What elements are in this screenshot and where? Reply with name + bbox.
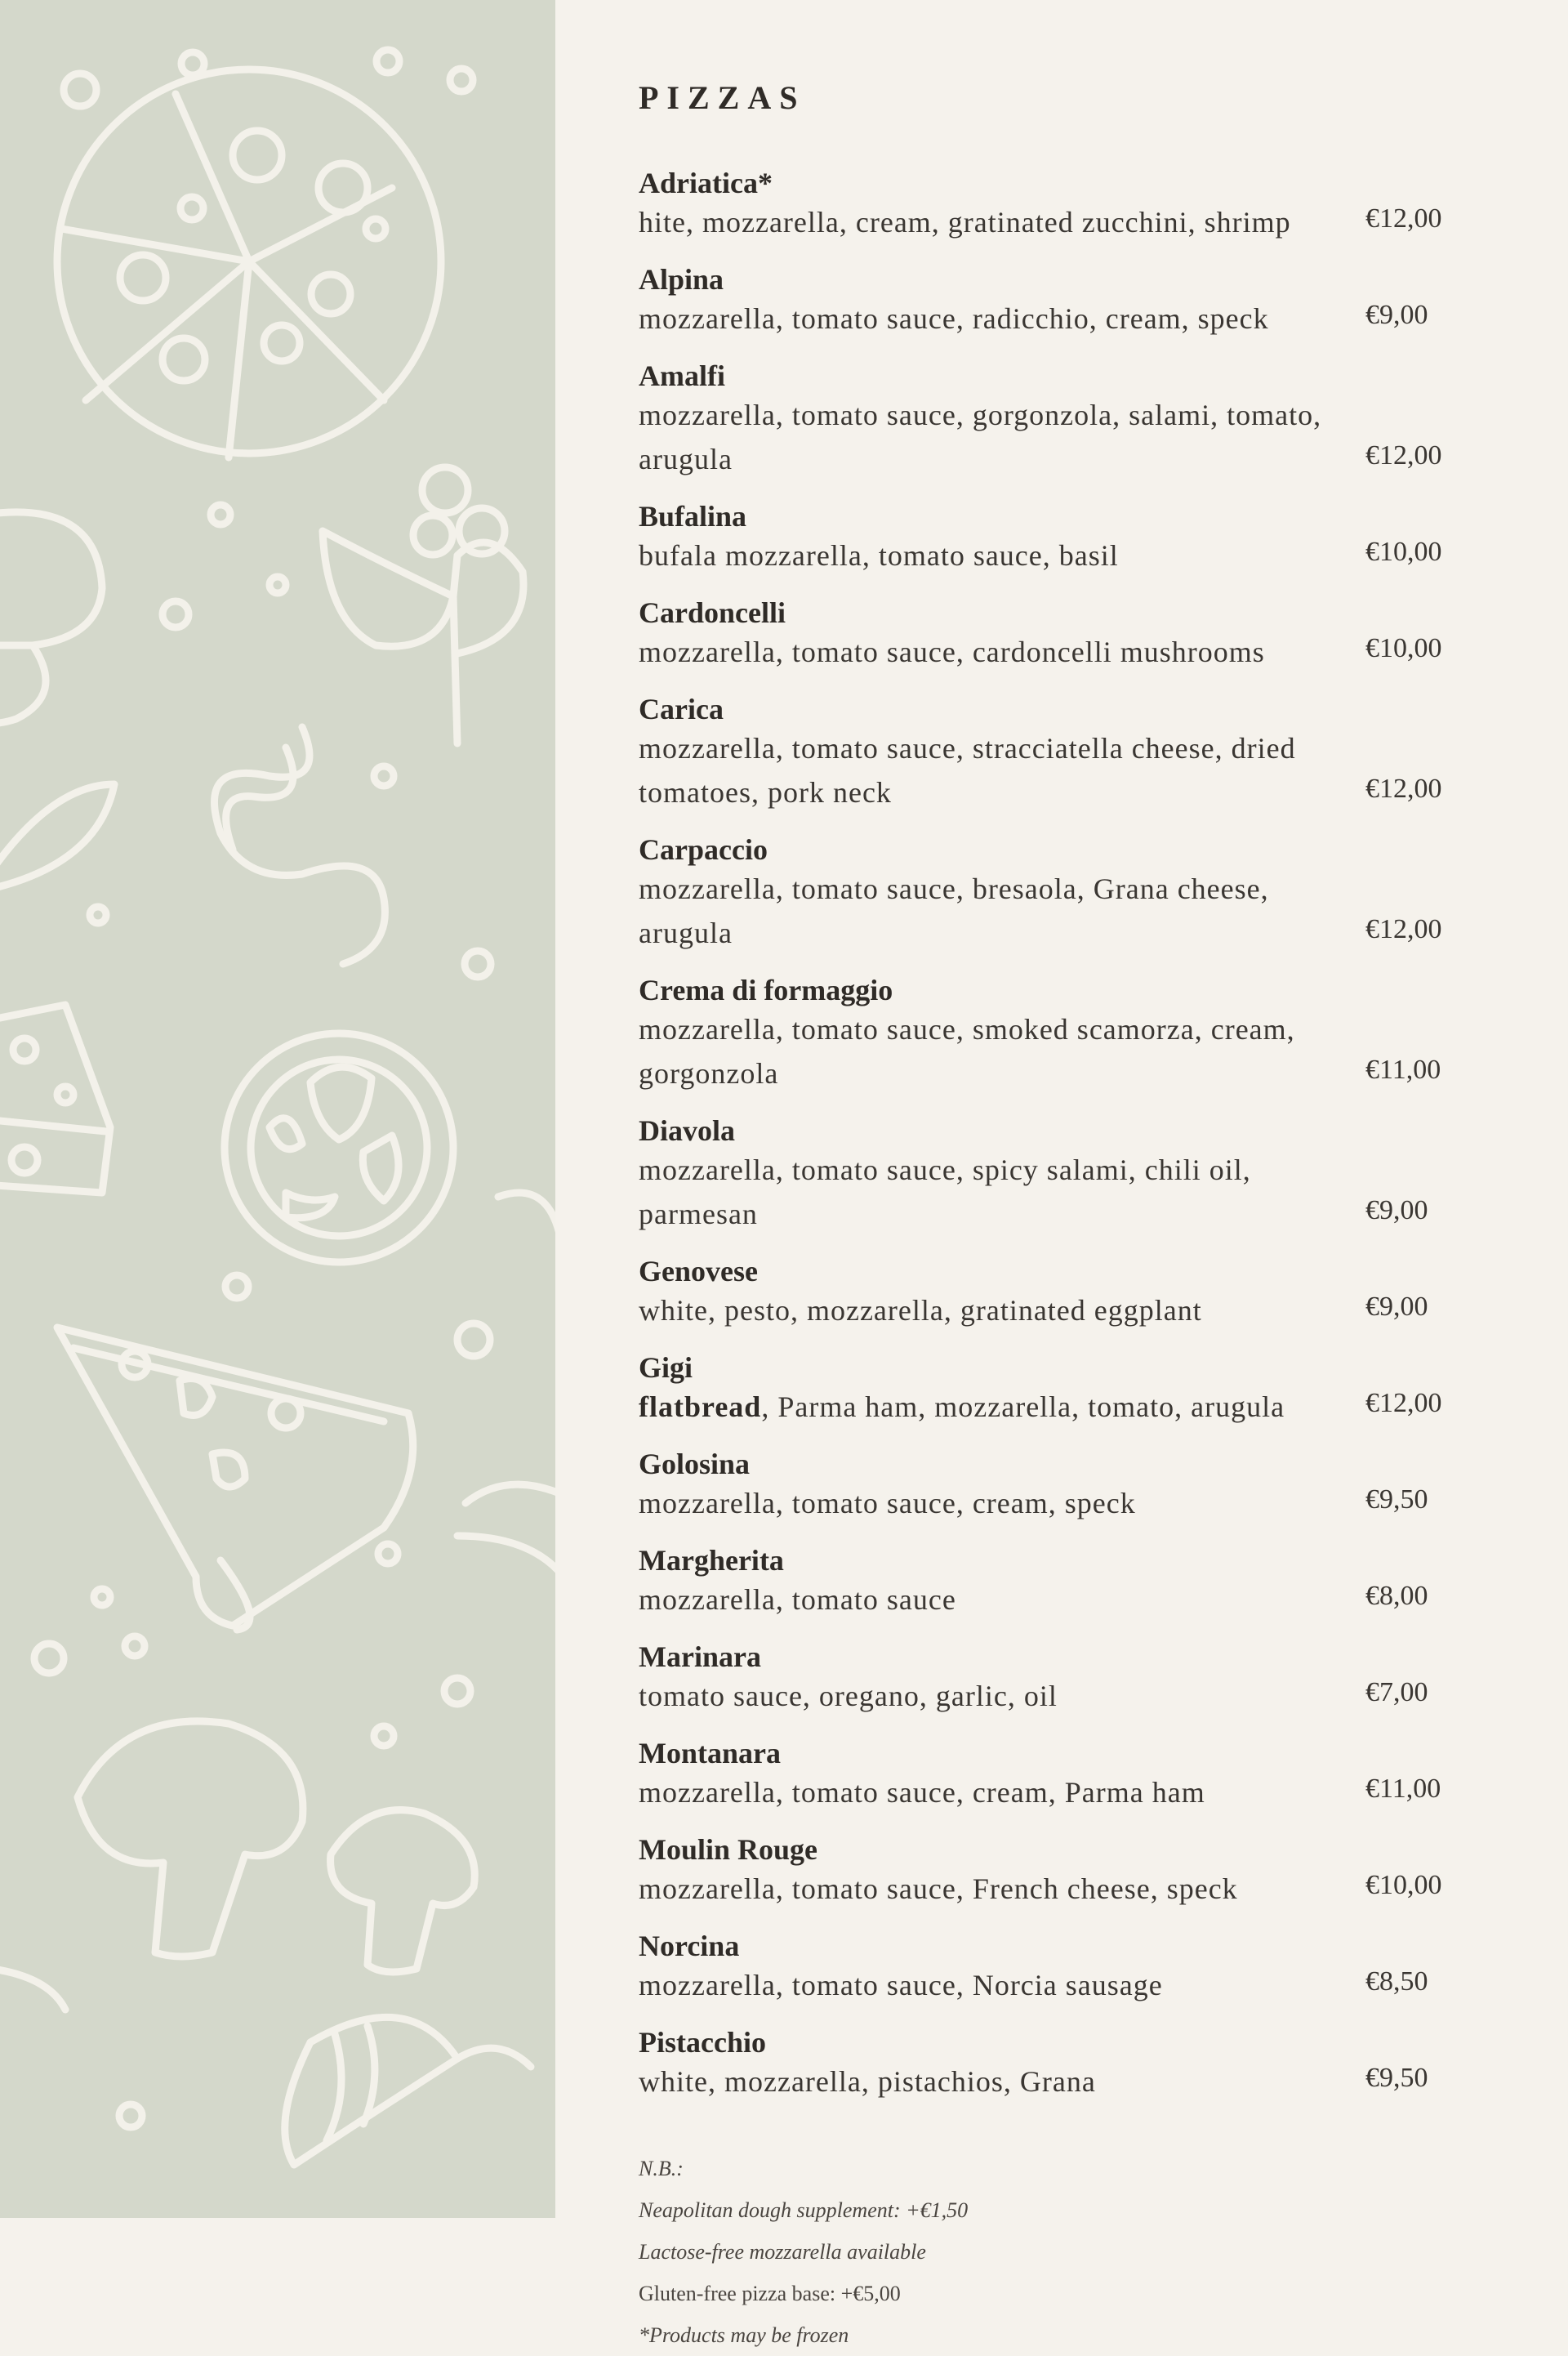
menu-item-description-lead: flatbread	[639, 1390, 762, 1423]
menu-items-list	[639, 166, 1463, 2104]
menu-item-price: €10,00	[1365, 633, 1442, 663]
menu-title: PIZZAS	[639, 79, 806, 116]
menu-item-price: €12,00	[1365, 203, 1442, 234]
menu-item-name: Norcina	[639, 1930, 740, 1962]
menu-item-price: €7,00	[1365, 1677, 1428, 1707]
menu-item-price: €9,00	[1365, 300, 1428, 330]
menu-item-description	[639, 1577, 1341, 1622]
menu-item	[639, 692, 1463, 814]
pepper-icon	[0, 1969, 531, 2165]
menu-item-description-text: hite, mozzarella, cream, gratinated zucchini, shrimp	[639, 206, 1291, 239]
menu-item-name: Carpaccio	[639, 833, 768, 866]
menu-item-name: Genovese	[639, 1255, 758, 1287]
mushroom-icon	[78, 1721, 474, 1972]
menu-item-description-text: white, mozzarella, pistachios, Grana	[639, 2065, 1096, 2098]
menu-item	[639, 262, 1463, 341]
menu-item-name: Amalfi	[639, 359, 725, 392]
menu-item-description	[639, 533, 1341, 578]
menu-item-price: €11,00	[1365, 1774, 1441, 1804]
pizza-icon	[57, 69, 441, 457]
menu-item-name: Crema di formaggio	[639, 974, 893, 1006]
menu-item-description-text: mozzarella, tomato sauce, Norcia sausage	[639, 1969, 1163, 2001]
menu-item-name: Alpina	[639, 263, 724, 296]
menu-item-price: €11,00	[1365, 1055, 1441, 1085]
note-neapolitan-dough: Neapolitan dough supplement: +€1,50	[639, 2198, 969, 2222]
menu-item-description-text: mozzarella, tomato sauce	[639, 1583, 956, 1616]
menu-item	[639, 2025, 1463, 2104]
menu-item-description-text: mozzarella, tomato sauce, cream, speck	[639, 1487, 1136, 1519]
menu-item-description	[639, 726, 1341, 814]
menu-item-description-text: mozzarella, tomato sauce, gorgonzola, salami, tomato, arugula	[639, 399, 1322, 475]
mushroom-icon	[0, 512, 102, 723]
basil-leaf-icon	[323, 467, 523, 743]
menu-item-price: €8,50	[1365, 1966, 1428, 1997]
note-lactose-free: Lactose-free mozzarella available	[639, 2240, 926, 2264]
menu-item	[639, 1447, 1463, 1525]
menu-item-name: Cardoncelli	[639, 596, 786, 629]
menu-item	[639, 1350, 1463, 1429]
menu-item-description-text: tomato sauce, oregano, garlic, oil	[639, 1680, 1058, 1712]
menu-item-price: €10,00	[1365, 537, 1442, 567]
menu-item-description-text: mozzarella, tomato sauce, smoked scamorza, cream, gorgonzola	[639, 1013, 1295, 1090]
menu-item-price: €9,50	[1365, 2063, 1428, 2093]
menu-item	[639, 499, 1463, 578]
cheese-icon	[0, 1005, 110, 1193]
menu-item-description	[639, 1385, 1341, 1429]
menu-item	[639, 1929, 1463, 2007]
menu-item-name: Golosina	[639, 1448, 751, 1480]
menu-item-description	[639, 297, 1341, 341]
basil-leaf-icon	[0, 784, 114, 890]
menu-item-name: Gigi	[639, 1351, 693, 1384]
menu-item-name: Carica	[639, 693, 724, 725]
pizza-slice-icon	[57, 1327, 555, 1630]
menu-item-description-text: mozzarella, tomato sauce, bresaola, Grana cheese, arugula	[639, 872, 1269, 949]
menu-item-name: Pistacchio	[639, 2026, 766, 2059]
menu-item-price: €12,00	[1365, 914, 1442, 944]
menu-item	[639, 832, 1463, 955]
menu-item-description	[639, 200, 1341, 244]
menu-item	[639, 1113, 1463, 1236]
menu-item-description	[639, 2059, 1341, 2104]
notes-section	[639, 2148, 1463, 2356]
menu-item-description	[639, 867, 1341, 955]
menu-item-description	[639, 1867, 1341, 1911]
menu-item-description-text: mozzarella, tomato sauce, spicy salami, chili oil, parmesan	[639, 1153, 1251, 1230]
menu-item-price: €9,50	[1365, 1484, 1428, 1515]
note-frozen-products: *Products may be frozen	[639, 2323, 849, 2347]
menu-item-name: Moulin Rouge	[639, 1833, 818, 1866]
menu-item	[639, 1543, 1463, 1622]
menu-item-description-text: mozzarella, tomato sauce, French cheese, speck	[639, 1872, 1238, 1905]
menu-item-name: Bufalina	[639, 500, 747, 533]
menu-item-description	[639, 1963, 1341, 2007]
menu-item-price: €12,00	[1365, 1388, 1442, 1418]
pepper-icon	[215, 727, 385, 964]
menu-item-description	[639, 1007, 1341, 1095]
menu-item-description	[639, 393, 1341, 481]
menu-item-description	[639, 1674, 1341, 1718]
menu-item-name: Marinara	[639, 1640, 761, 1673]
menu-item-description	[639, 1481, 1341, 1525]
menu-item-description	[639, 1770, 1341, 1814]
menu-item	[639, 359, 1463, 481]
side-panel-decoration	[0, 0, 555, 2218]
menu-item-description-text: white, pesto, mozzarella, gratinated eggplant	[639, 1294, 1202, 1327]
menu-item-description-text: , Parma ham, mozzarella, tomato, arugula	[761, 1390, 1285, 1423]
menu-item-price: €10,00	[1365, 1870, 1442, 1900]
tomato-slice-icon	[225, 1033, 555, 1262]
menu-item-description	[639, 630, 1341, 674]
menu-item-name: Diavola	[639, 1114, 736, 1147]
menu-item-description	[639, 1288, 1341, 1332]
menu-item-description-text: bufala mozzarella, tomato sauce, basil	[639, 539, 1119, 572]
menu-item	[639, 596, 1463, 674]
menu-item-price: €12,00	[1365, 440, 1442, 471]
menu-item	[639, 1254, 1463, 1332]
menu-item-price: €9,00	[1365, 1195, 1428, 1225]
menu-item	[639, 166, 1463, 244]
menu-item-price: €12,00	[1365, 774, 1442, 804]
pizza-menu	[639, 78, 1463, 2356]
menu-item-price: €8,00	[1365, 1581, 1428, 1611]
menu-item-name: Montanara	[639, 1737, 781, 1769]
menu-item	[639, 1640, 1463, 1718]
menu-item-description-text: mozzarella, tomato sauce, stracciatella cheese, dried tomatoes, pork neck	[639, 732, 1296, 809]
menu-item-description-text: mozzarella, tomato sauce, cardoncelli mushrooms	[639, 636, 1265, 668]
menu-item-description-text: mozzarella, tomato sauce, radicchio, cream, speck	[639, 302, 1269, 335]
menu-item	[639, 973, 1463, 1095]
menu-item-name: Margherita	[639, 1544, 784, 1577]
menu-item-price: €9,00	[1365, 1292, 1428, 1322]
menu-item-name: Adriatica*	[639, 167, 773, 199]
menu-item	[639, 1832, 1463, 1911]
note-gluten-free: Gluten-free pizza base: +€5,00	[639, 2282, 901, 2305]
menu-item-description	[639, 1148, 1341, 1236]
notes-heading: N.B.:	[639, 2157, 684, 2180]
menu-item	[639, 1736, 1463, 1814]
menu-item-description-text: mozzarella, tomato sauce, cream, Parma ham	[639, 1776, 1205, 1809]
